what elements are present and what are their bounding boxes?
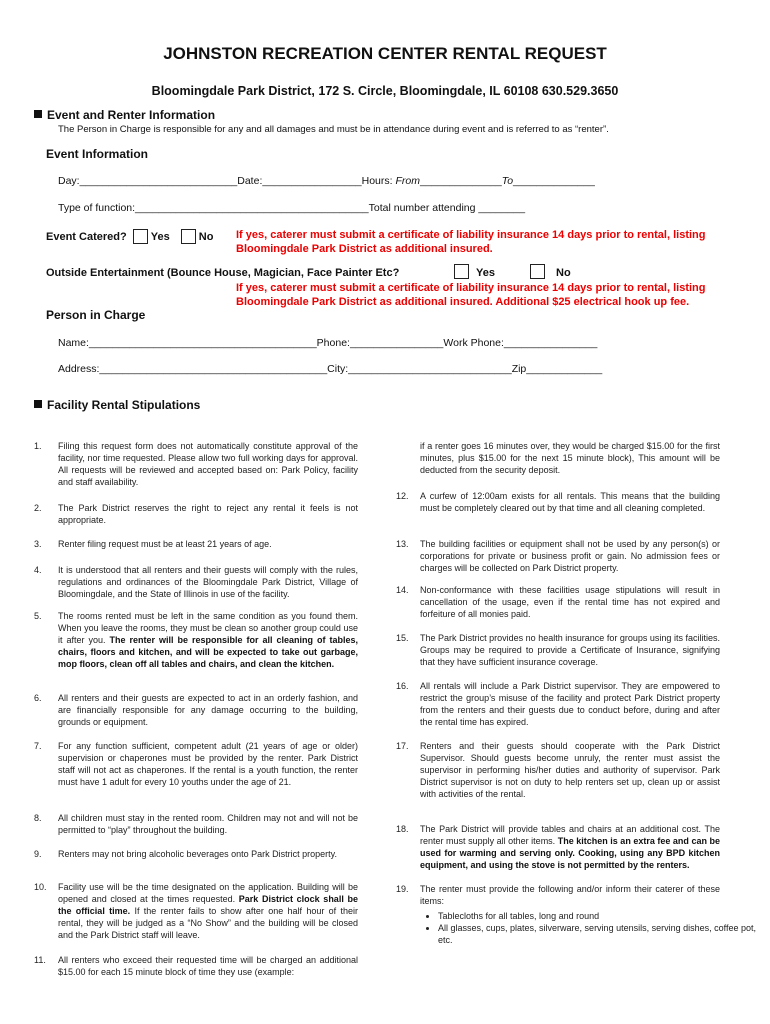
entertainment-no-label: No (556, 267, 571, 279)
list-item: • All glasses, cups, plates, silverware, serving utensils, serving dishes, coffee pot, etc. (438, 922, 768, 946)
address-city-zip-field[interactable]: Address:_______________________________________City:____________________________Zip_____________ (58, 363, 603, 375)
type-of-function-field[interactable]: Type of function:________________________________________Total number attending ________ (58, 202, 526, 214)
stipulation-text: The Park District reserves the right to reject any rental it feels is not appropriate. (58, 503, 358, 525)
outside-entertainment-label: Outside Entertainment (Bounce House, Magician, Face Painter Etc? (46, 267, 400, 279)
stipulation-text: All renters who exceed their requested time will be charged an additional $15.00 for each 15 minute block of time they use (example: (58, 955, 358, 977)
stipulation-text: The renter must provide the following and/or inform their caterer of these items: (420, 884, 720, 906)
stipulation-text: Filing this request form does not automatically constitute approval of the facility, nor time requested. Please allow two full working days for approval. All requests will be reviewed and accepted based on: Park Policy, facility and staff availability. (58, 441, 358, 487)
stipulation-text: For any function sufficient, competent adult (21 years of age or older) supervision or chaperones must be provided by the renter. Park District staff will not act as chaperones. If the rental is a youth function, the renter must have 1 adult for every 10 youths under the age of 21. (58, 741, 358, 787)
stipulation-text: Renter filing request must be at least 21 years of age. (58, 539, 272, 549)
stipulation-number: 2. (34, 503, 42, 513)
stipulation-text: A curfew of 12:00am exists for all rentals. This means that the building must be completely cleared out by that time and all cleaning completed. (420, 491, 720, 513)
stipulation-number: 7. (34, 741, 42, 751)
stipulation-number: 15. (396, 633, 409, 643)
entertainment-insurance-note: If yes, caterer must submit a certificate of liability insurance 14 days prior to rental, listing Bloomingdale Park District as additional insured. Additional $25 electrical hook up fee. (236, 282, 706, 308)
entertainment-yes-checkbox[interactable] (454, 264, 469, 279)
form-subtitle: Bloomingdale Park District, 172 S. Circle, Bloomingdale, IL 60108 630.529.3650 (151, 84, 619, 98)
stipulation-text: Renters and their guests should cooperate with the Park District Supervisor. Should guests become unruly, the renter must assist the supervisor in performing his/her duties and authority of supervisor. Park District supervisor is not on duty to help renters set up, clean up or assist with activities of the rental. (420, 741, 720, 799)
stipulations-left-column (34, 440, 364, 1020)
stipulation-number: 16. (396, 681, 409, 691)
section-event-renter-heading: Event and Renter Information (34, 108, 215, 122)
stipulation-text: Facility use will be the time designated on the application. Building will be opened and closed at the times requested. Park District clock shall be the official time. If the renter fails to show after one half hour of their rental, they will be judged as a “No Show” and the building will be closed and the Park District staff will leave. (58, 882, 358, 940)
section-stipulations-heading: Facility Rental Stipulations (34, 398, 200, 412)
stipulation-text: if a renter goes 16 minutes over, they would be charged $15.00 for the first minutes, plus $15.00 for the next 15 minute block), This amount will be deducted from the security deposit. (420, 441, 720, 475)
stipulation-number: 8. (34, 813, 42, 823)
catered-yes-checkbox[interactable] (133, 229, 148, 244)
stipulation-number: 10. (34, 882, 47, 892)
stipulation-number: 19. (396, 884, 409, 894)
stipulation-text: The rooms rented must be left in the same condition as you found them. When you leave the rooms, they must be clean so another group could use it after you. The renter will be responsible for all cleaning of tables, chairs, floors and kitchen, and will be expected to take out garbage, mop floors, clean off all tables and chairs, and clean the kitchen. (58, 611, 358, 669)
stipulation-number: 12. (396, 491, 409, 501)
stipulation-number: 6. (34, 693, 42, 703)
event-catered-row: Event Catered? Yes No (46, 231, 214, 243)
stipulation-number: 4. (34, 565, 42, 575)
person-in-charge-heading: Person in Charge (46, 308, 146, 322)
entertainment-no-checkbox[interactable] (530, 264, 545, 279)
stipulation-number: 18. (396, 824, 409, 834)
stipulation-text: The Park District will provide tables and chairs at an additional cost. The renter must supply all other items. The kitchen is an extra fee and can be used for warming and serving only. Cooking, using any BPD kitchen equipment, and using the stove is not permitted by the renters. (420, 824, 720, 870)
stipulation-number: 13. (396, 539, 409, 549)
stipulations-right-column (396, 440, 756, 1020)
caterer-items-list (396, 910, 768, 946)
stipulation-number: 3. (34, 539, 42, 549)
name-phone-field[interactable]: Name:_______________________________________Phone:________________Work Phone:________________ (58, 337, 598, 349)
entertainment-yes-label: Yes (476, 267, 495, 279)
stipulation-number: 9. (34, 849, 42, 859)
catered-insurance-note: If yes, caterer must submit a certificate of liability insurance 14 days prior to rental, listing Bloomingdale Park District as additional insured. (236, 229, 706, 255)
square-bullet-icon (34, 110, 42, 118)
stipulation-text: It is understood that all renters and their guests will comply with the rules, regulations and ordinances of the Bloomingdale Park District, Village of Bloomingdale, and the State of Illinois in use of the facility. (58, 565, 358, 599)
stipulation-text: Non-conformance with these facilities usage stipulations will result in cancellation of the usage, even if the rental time has not expired and forfeiture of all monies paid. (420, 585, 720, 619)
stipulation-number: 5. (34, 611, 42, 621)
stipulation-text: Renters may not bring alcoholic beverages onto Park District property. (58, 849, 337, 859)
stipulation-text: All renters and their guests are expected to act in an orderly fashion, and are financially responsible for any damage occurring to the building, grounds or equipment. (58, 693, 358, 727)
day-date-hours-field[interactable]: Day:___________________________Date:_________________Hours: From______________To______________ (58, 175, 595, 187)
stipulation-text: All rentals will include a Park District supervisor. They are empowered to restrict the group’s misuse of the facility and protect Park District property from the renters and their guests due to conduct before, during and after the rental time has expired. (420, 681, 720, 727)
stipulation-number: 14. (396, 585, 409, 595)
square-bullet-icon (34, 400, 42, 408)
stipulation-number: 17. (396, 741, 409, 751)
stipulation-text: The building facilities or equipment shall not be used by any person(s) or corporations for private or business profit or gain. No admission fees or charges will be collected on Park District property. (420, 539, 720, 573)
stipulation-number: 11. (34, 955, 46, 965)
list-item: • Tablecloths for all tables, long and round (438, 910, 768, 922)
person-in-charge-note: The Person in Charge is responsible for any and all damages and must be in attendance during event and is referred to as “renter”. (58, 124, 609, 135)
form-title: JOHNSTON RECREATION CENTER RENTAL REQUEST (163, 44, 607, 63)
stipulation-text: The Park District provides no health insurance for groups using its facilities. Groups may be required to provide a Certificate of Insurance, signifying that they have sufficient insurance coverage. (420, 633, 720, 667)
stipulation-number: 1. (34, 441, 42, 451)
stipulation-text: All children must stay in the rented room. Children may not and will not be permitted to “play” throughout the building. (58, 813, 358, 835)
catered-no-checkbox[interactable] (181, 229, 196, 244)
event-info-heading: Event Information (46, 147, 149, 161)
